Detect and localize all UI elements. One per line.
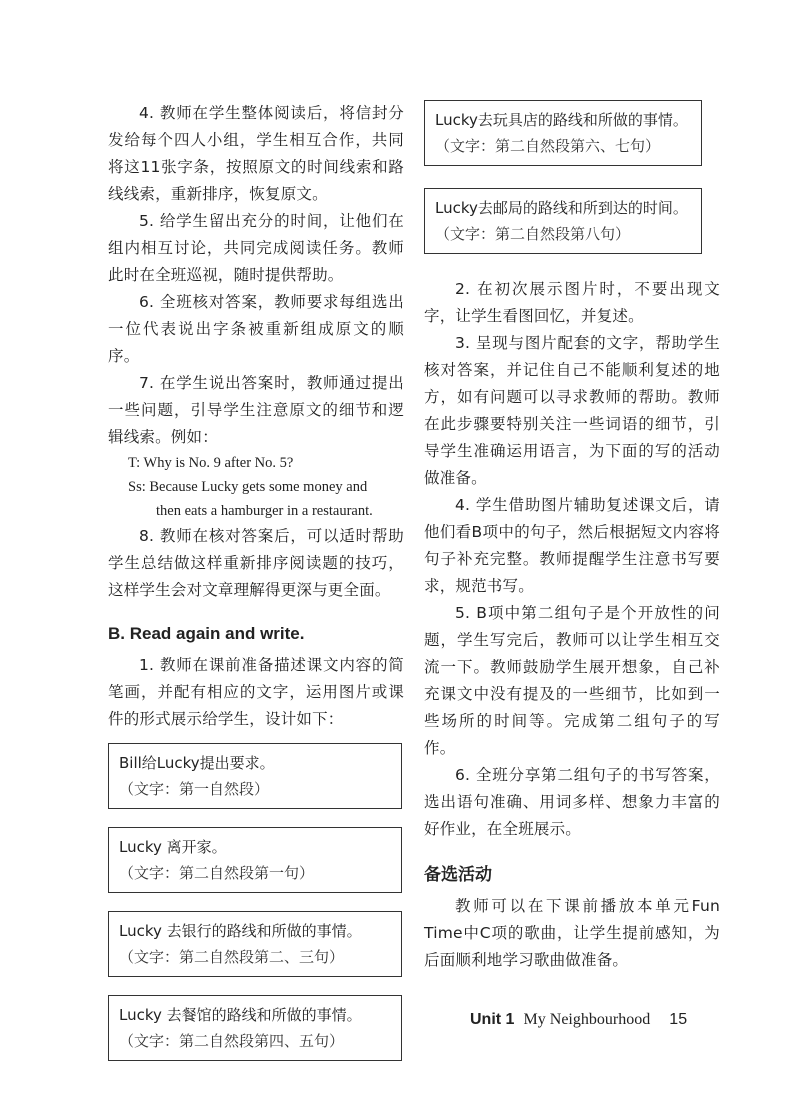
paragraph-step-6: 6. 全班核对答案，教师要求每组选出一位代表说出字条被重新组成原文的顺序。: [108, 293, 404, 365]
picture-card: [108, 827, 402, 893]
section-b-heading: B. Read again and write.: [108, 624, 305, 643]
paragraph-b-step-2: 2. 在初次展示图片时，不要出现文字，让学生看图回忆，并复述。: [424, 280, 720, 325]
optional-activity-heading: 备选活动: [424, 865, 492, 885]
picture-card: [424, 188, 702, 254]
paragraph-step-5: 5. 给学生留出充分的时间，让他们在组内相互讨论，共同完成阅读任务。教师此时在全班巡视，随时提供帮助。: [108, 212, 404, 284]
picture-card-caption: Lucky去玩具店的路线和所做的事情。: [435, 111, 688, 129]
picture-card-note: （文字：第一自然段）: [119, 780, 270, 798]
example-dialog: [108, 451, 404, 523]
picture-card: [424, 100, 702, 166]
picture-card-caption: Lucky 去银行的路线和所做的事情。: [119, 922, 362, 940]
picture-card-caption: Lucky 离开家。: [119, 838, 227, 856]
picture-card: [108, 911, 402, 977]
picture-card: [108, 743, 402, 809]
footer-unit-label: Unit 1: [470, 1011, 515, 1028]
right-column: [424, 100, 720, 974]
paragraph-step-4: 4. 教师在学生整体阅读后，将信封分发给每个四人小组，学生相互合作，共同将这11张字条，按照原文的时间线索和路线线索，重新排序，恢复原文。: [108, 104, 404, 203]
paragraph-step-8: 8. 教师在核对答案后，可以适时帮助学生总结做这样重新排序阅读题的技巧，这样学生会对文章理解得更深与更全面。: [108, 527, 404, 599]
picture-card-caption: Lucky 去餐馆的路线和所做的事情。: [119, 1006, 362, 1024]
picture-card-note: （文字：第二自然段第六、七句）: [435, 137, 661, 155]
page-footer: [470, 1009, 720, 1029]
picture-card-note: （文字：第二自然段第八句）: [435, 225, 631, 243]
paragraph-b-step-5: 5. B项中第二组句子是个开放性的问题，学生写完后，教师可以让学生相互交流一下。教师鼓励学生展开想象，自己补充课文中没有提及的一些细节，比如到一些场所的时间等。完成第二组句子的写作。: [424, 604, 720, 757]
paragraph-step-7: 7. 在学生说出答案时，教师通过提出一些问题，引导学生注意原文的细节和逻辑线索。例如：: [108, 374, 404, 446]
paragraph-b-step-1: 1. 教师在课前准备描述课文内容的简笔画，并配有相应的文字，运用图片或课件的形式展示给学生，设计如下：: [108, 656, 404, 728]
paragraph-optional-activity: 教师可以在下课前播放本单元Fun Time中C项的歌曲，让学生提前感知，为后面顺利地学习歌曲做准备。: [424, 897, 720, 969]
dialog-students-line-cont: then eats a hamburger in a restaurant.: [156, 503, 373, 519]
left-column: [108, 100, 404, 1079]
picture-card-note: （文字：第二自然段第一句）: [119, 864, 315, 882]
dialog-teacher-line: T: Why is No. 9 after No. 5?: [128, 455, 294, 471]
picture-card-note: （文字：第二自然段第二、三句）: [119, 948, 345, 966]
footer-unit-title: My Neighbourhood: [523, 1011, 651, 1028]
picture-card: [108, 995, 402, 1061]
picture-card-note: （文字：第二自然段第四、五句）: [119, 1032, 345, 1050]
paragraph-b-step-3: 3. 呈现与图片配套的文字，帮助学生核对答案，并记住自己不能顺利复述的地方，如有问题可以寻求教师的帮助。教师在此步骤要特别关注一些词语的细节，引导学生准确运用语言，为下面的写的活动做准备。: [424, 334, 720, 487]
dialog-students-line: Ss: Because Lucky gets some money and: [128, 479, 368, 495]
picture-card-caption: Lucky去邮局的路线和所到达的时间。: [435, 199, 688, 217]
page-number: 15: [669, 1011, 688, 1028]
picture-card-caption: Bill给Lucky提出要求。: [119, 754, 275, 772]
paragraph-b-step-6: 6. 全班分享第二组句子的书写答案，选出语句准确、用词多样、想象力丰富的好作业，在全班展示。: [424, 766, 720, 838]
paragraph-b-step-4: 4. 学生借助图片辅助复述课文后，请他们看B项中的句子，然后根据短文内容将句子补充完整。教师提醒学生注意书写要求，规范书写。: [424, 496, 720, 595]
